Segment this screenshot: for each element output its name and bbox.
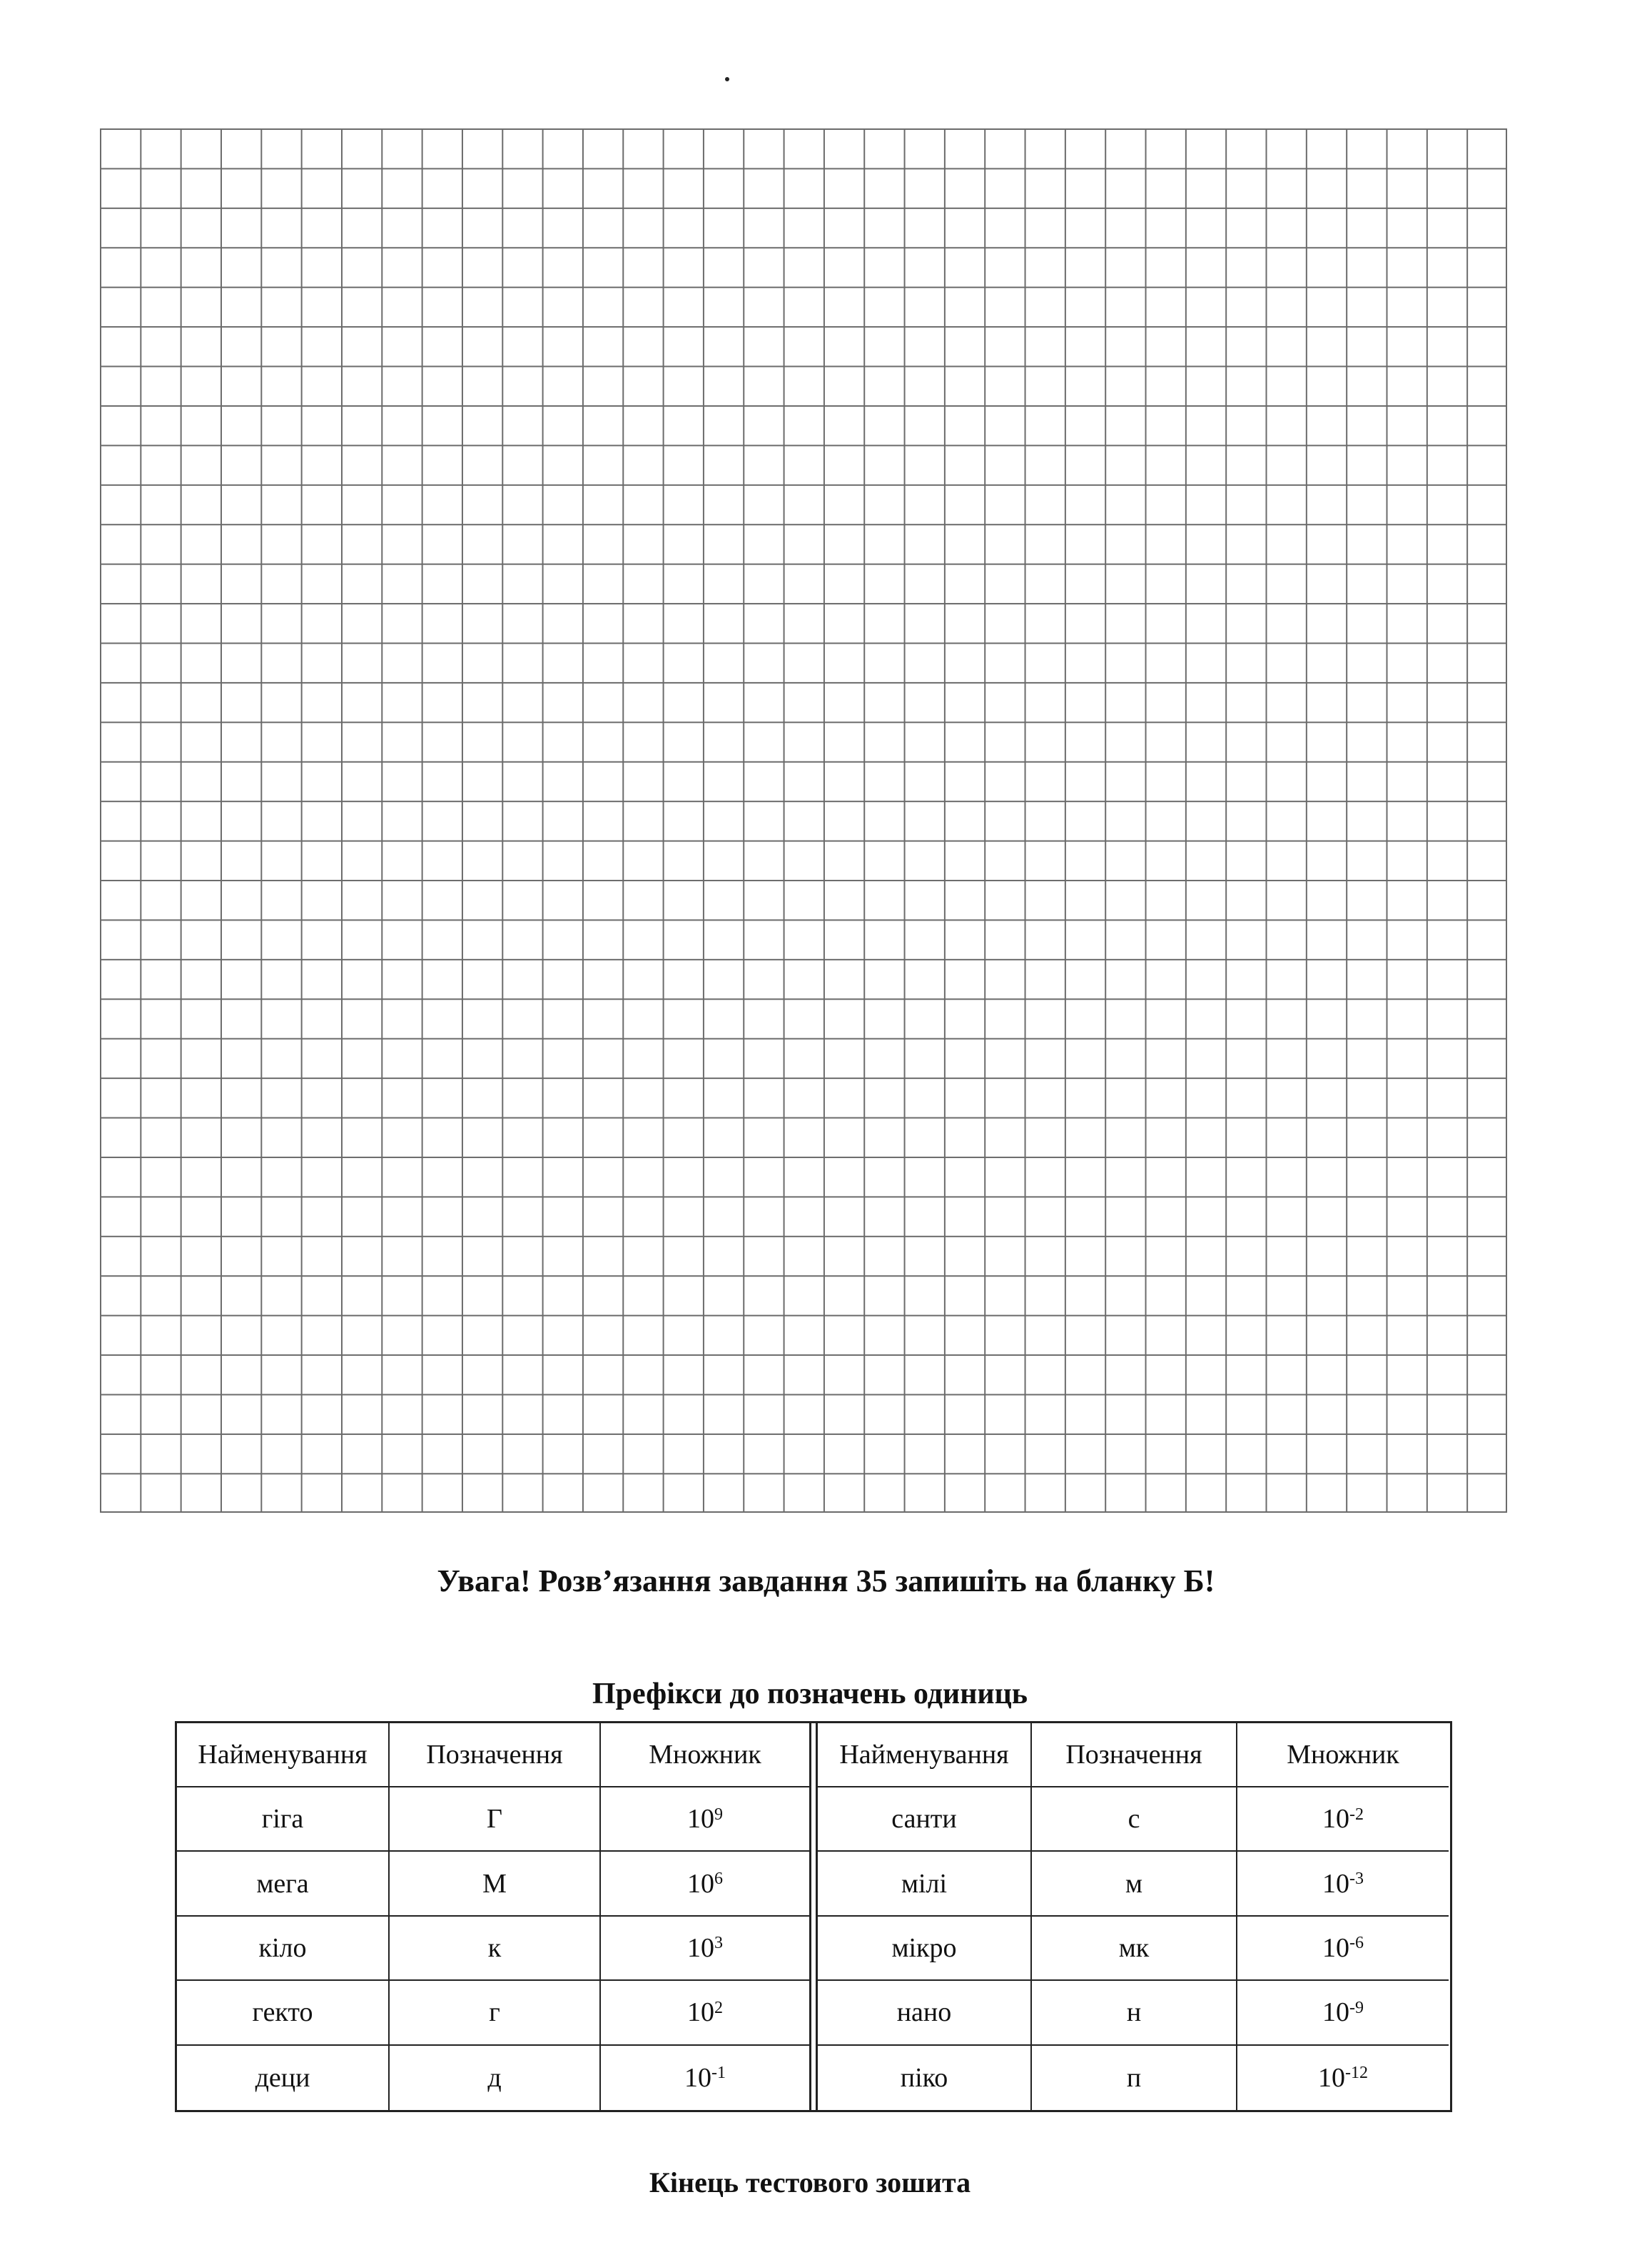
header-symbol: Позначення bbox=[1032, 1723, 1237, 1787]
prefix-table-left bbox=[177, 1723, 811, 2110]
header-multiplier: Множник bbox=[601, 1723, 809, 1787]
prefix-table bbox=[175, 1721, 1452, 2112]
prefix-multiplier: 10 $^{-12}$ bbox=[1318, 2062, 1368, 2093]
prefix-multiplier: 10 $^{-3}$ bbox=[1237, 1852, 1449, 1916]
end-of-booklet-text: Кінець тестового зошита bbox=[649, 2166, 971, 2198]
header-name: Найменування bbox=[818, 1723, 1032, 1787]
draft-grid bbox=[100, 128, 1507, 1513]
prefix-name: мілі bbox=[818, 1852, 1032, 1916]
prefix-name: нано bbox=[818, 1981, 1032, 2045]
prefix-name: мега bbox=[177, 1852, 390, 1916]
prefix-symbol: мк bbox=[1032, 1917, 1237, 1981]
prefix-symbol: м bbox=[1032, 1852, 1237, 1916]
prefix-multiplier: 10 $^2$ bbox=[601, 1981, 809, 2045]
prefix-name: мікро bbox=[818, 1917, 1032, 1981]
header-symbol: Позначення bbox=[390, 1723, 601, 1787]
prefix-name: санти bbox=[818, 1787, 1032, 1852]
prefix-multiplier: 10 $^{-6}$ bbox=[1237, 1917, 1449, 1981]
prefix-multiplier: 10 $^3$ bbox=[601, 1917, 809, 1981]
prefix-name: деци bbox=[177, 2046, 390, 2110]
prefix-symbol: д bbox=[390, 2046, 601, 2110]
header-name: Найменування bbox=[177, 1723, 390, 1787]
notice-text: Увага! Розв’язання завдання 35 запишіть на бланку Б! bbox=[437, 1563, 1215, 1598]
prefix-table-right bbox=[816, 1723, 1449, 2110]
prefix-multiplier: 10 $^6$ bbox=[601, 1852, 809, 1916]
prefix-name: гіга bbox=[177, 1787, 390, 1852]
prefix-symbol: Г bbox=[390, 1787, 601, 1852]
prefix-multiplier: 10 $^{-2}$ bbox=[1237, 1787, 1449, 1852]
prefix-multiplier: 10 $^{-1}$ bbox=[684, 2062, 726, 2093]
prefix-symbol: с bbox=[1032, 1787, 1237, 1852]
table-title: Префікси до позначень одиниць bbox=[592, 1678, 1028, 1710]
prefix-name: гекто bbox=[177, 1981, 390, 2045]
prefix-multiplier: 10 $^9$ bbox=[601, 1787, 809, 1852]
prefix-symbol: п bbox=[1032, 2046, 1237, 2110]
prefix-multiplier: 10 $^{-9}$ bbox=[1237, 1981, 1449, 2045]
prefix-symbol: н bbox=[1032, 1981, 1237, 2045]
prefix-symbol: к bbox=[390, 1917, 601, 1981]
prefix-symbol: М bbox=[390, 1852, 601, 1916]
prefix-symbol: г bbox=[390, 1981, 601, 2045]
prefix-name: кіло bbox=[177, 1917, 390, 1981]
header-multiplier: Множник bbox=[1237, 1723, 1449, 1787]
stray-mark bbox=[725, 77, 729, 81]
prefix-name: піко bbox=[818, 2046, 1032, 2110]
